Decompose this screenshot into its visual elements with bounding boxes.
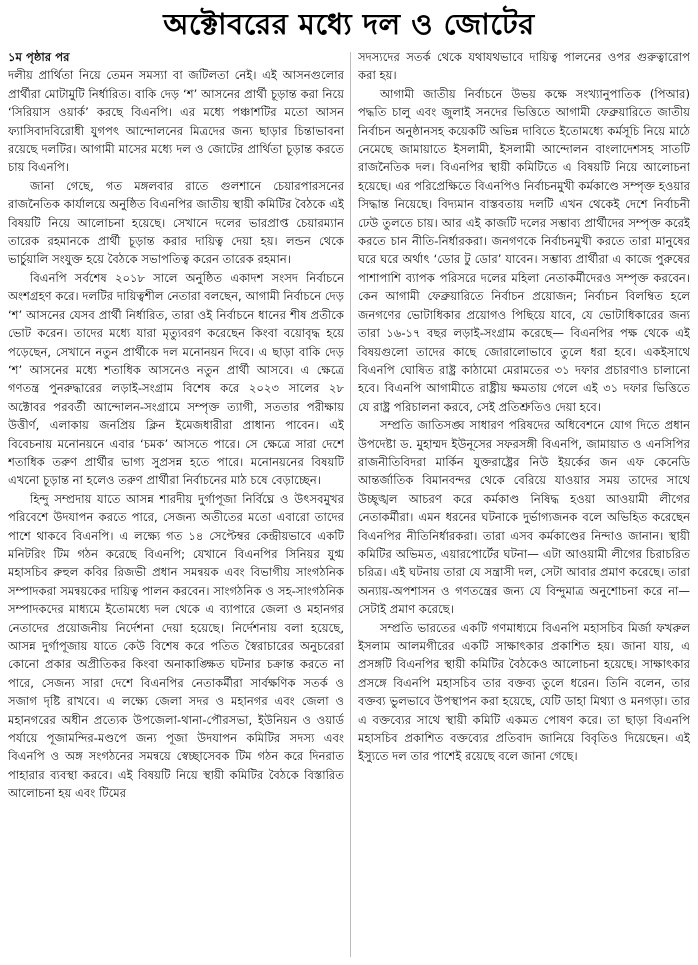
paragraph: সদস্যদের সতর্ক থেকে যথাযথভাবে দায়িত্ব পালনের ওপর গুরুত্বারোপ করা হয়। xyxy=(358,50,690,83)
left-column xyxy=(8,48,344,960)
paragraph: আগামী জাতীয় নির্বাচনে উভয় কক্ষে সংখ্যানুপাতিক (পিআর) পদ্ধতি চালু এবং জুলাই সনদের ভিত্তিতে আগামী ফেব্রুয়ারিতে জাতীয় নির্বাচন অনুষ্ঠানসহ কয়েকটি অভিন্ন দাবিতে ইতোমধ্যে কর্মসূচি নিয়ে মাঠে নেমেছে জামায়াতে ইসলামী, ইসলামী আন্দোলন বাংলাদেশসহ সাতটি রাজনৈতিক দল। বিএনপির স্থায়ী কমিটিতে এ বিষয়টি নিয়ে আলোচনা হয়েছে। এর পরিপ্রেক্ষিতে বিএনপিও নির্বাচনমুখী কর্মকাণ্ডে সম্পৃক্ত হওয়ার সিদ্ধান্ত নিয়েছে। বিদ্যমান বাস্তবতায় দলটি এখন থেকেই দেশে নির্বাচনী ঢেউ তুলতে চায়। আর এই কাজটি দলের সম্ভাব্য প্রার্থীদের সম্পৃক্ত করেই করতে চান নীতি-নির্ধারকরা। জনগণকে নির্বাচনমুখী করতে তারা মানুষের ঘরে ঘরে অর্থাৎ ‘ডোর টু ডোর’ যাবেন। সম্ভাব্য প্রার্থীরা এ কাজে পুরুষের পাশাপাশি ব্যাপক পরিসরে দলের মহিলা নেতাকর্মীদেরও সম্পৃক্ত করবেন। কেন আগামী ফেব্রুয়ারিতে নির্বাচন প্রয়োজন; নির্বাচন বিলম্বিত হলে জনগণের ভোটাধিকার প্রয়োগও পিছিয়ে যাবে, যে ভোটাধিকারের জন্য তারা ১৬-১৭ বছর লড়াই-সংগ্রাম করেছে— বিএনপির পক্ষ থেকে এই বিষয়গুলো তাদের কাছে জোরালোভাবে তুলে ধরা হবে। একইসাথে বিএনপি ঘোষিত রাষ্ট্র কাঠামো মেরামতের ৩১ দফার প্রচারণাও চালানো হবে। বিএনপি আগামীতে রাষ্ট্রীয় ক্ষমতায় গেলে এই ৩১ দফার ভিত্তিতে যে রাষ্ট্র পরিচালনা করবে, সেই প্রতিশ্রুতিও দেয়া হবে। xyxy=(358,86,690,414)
paragraph: বিএনপি সর্বশেষ ২০১৮ সালে অনুষ্ঠিত একাদশ সংসদ নির্বাচনে অংশগ্রহণ করে। দলটির দায়িত্বশীল নেতারা বলছেন, আগামী নির্বাচনে দেড় ‘শ’ আসনের যেসব প্রার্থী নির্ধারিত, তারা ওই নির্বাচনে ধানের শীষ প্রতীকে ভোট করেন। তাদের মধ্যে যারা মৃত্যুবরণ করেছেন কিংবা বয়োবৃদ্ধ হয়ে পড়েছেন, সেখানে নতুন প্রার্থীকে দল মনোনয়ন দিবে। এ ছাড়া বাকি দেড় ‘শ’ আসনের মধ্যে শতাধিক আসনেও নতুন প্রার্থী আসবে। এ ক্ষেত্রে গণতন্ত্র পুনরুদ্ধারের লড়াই-সংগ্রাম বিশেষ করে ২০২৩ সালের ২৮ অক্টোবর পরবর্তী আন্দোলন-সংগ্রামে সম্পৃক্ত ত্যাগী, সততার পরীক্ষায় উত্তীর্ণ, এলাকায় জনপ্রিয় ক্লিন ইমেজধারীরা প্রাধান্য পাবেন। এই বিবেচনায় মনোনয়নে এবার ‘চমক’ আসতে পারে। সে ক্ষেত্রে সারা দেশে শতাধিক তরুণ প্রার্থীর ভাগ্য সুপ্রসন্ন হতে পারে। মনোনয়নের বিষয়টি এখনো চূড়ান্ত না হলেও তরুণ প্রার্থীরা নির্বাচনের মাঠ চষে বেড়াচ্ছেন। xyxy=(8,270,344,488)
paragraph: সম্প্রতি জাতিসঙ্ঘ সাধারণ পরিষদের অধিবেশনে যোগ দিতে প্রধান উপদেষ্টা ড. মুহাম্মদ ইউনূসের সফরসঙ্গী বিএনপি, জামায়াত ও এনসিপির রাজনীতিবিদরা মার্কিন যুক্তরাষ্ট্রের নিউ ইয়র্কের জন এফ কেনেডি আন্তর্জাতিক বিমানবন্দর থেকে বেরিয়ে যাওয়ার সময় তাদের সাথে উচ্ছৃঙ্খল আচরণ করে কর্মকাণ্ড নিষিদ্ধ হওয়া আওয়ামী লীগের নেতাকর্মীরা। এমন ধরনের ঘটনাকে দুর্ভাগ্যজনক বলে অভিহিত করেছেন বিএনপির নীতিনির্ধারকরা। তারা এসব কর্মকাণ্ডের নিন্দাও জানান। স্থায়ী কমিটির অভিমত, এয়ারপোর্টের ঘটনা— এটা আওয়ামী লীগের চিরাচরিত চরিত্র। এই ঘটনায় তারা যে সন্ত্রাসী দল, সেটা আবার প্রমাণ করেছে। তারা অন্যায়-অপশাসন ও গণতন্ত্রের জন্য যে বিন্দুমাত্র অনুশোচনা করে না— সেটাই প্রমাণ করেছে। xyxy=(358,418,690,617)
paragraph: হিন্দু সম্প্রদায় যাতে আসন্ন শারদীয় দুর্গাপূজা নির্বিঘ্নে ও উৎসবমুখর পরিবেশে উদযাপন করতে পারে, সেজন্য অতীতের মতো এবারো তাদের পাশে থাকবে বিএনপি। এ লক্ষ্যে গত ১৪ সেপ্টেম্বর কেন্দ্রীয়ভাবে একটি মনিটরিং টিম গঠন করেছে বিএনপি; যেখানে বিএনপির সিনিয়র যুগ্ম মহাসচিব রুহুল কবির রিজভী প্রধান সমন্বয়ক এবং বিভাগীয় সাংগঠনিক সম্পাদকরা সমন্বয়কের দায়িত্ব পালন করবেন। সাংগঠনিক ও সহ-সাংগঠনিক সম্পাদকদের মাধ্যমে ইতোমধ্যে দল থেকে এ ব্যাপারে জেলা ও মহানগর নেতাদের প্রয়োজনীয় নির্দেশনা দেয়া হয়েছে। নির্দেশনায় বলা হয়েছে, আসন্ন দুর্গাপূজায় যাতে কেউ বিশেষ করে পতিত স্বৈরাচারের অনুচরেরা কোনো প্রকার অপ্রীতিকর কিংবা অনাকাঙ্ক্ষিত ঘটনার চক্রান্ত করতে না পারে, সেজন্য সারা দেশে বিএনপির নেতাকর্মীরা সার্বক্ষণিক সতর্ক ও সজাগ দৃষ্টি রাখবে। এ লক্ষ্যে জেলা সদর ও মহানগর এবং জেলা ও মহানগরের অধীন প্রত্যেক উপজেলা-থানা-পৌরসভা, ইউনিয়ন ও ওয়ার্ড পর্যায়ে পূজামন্দির-মণ্ডপে জন্য পূজা উদযাপন কমিটির সদস্য এবং বিএনপি ও অঙ্গ সংগঠনের সমন্বয়ে স্বেচ্ছাসেবক টিম গঠন করে দিনরাত পাহারার ব্যবস্থা করবে। এই বিষয়টি নিয়ে স্থায়ী কমিটির বৈঠকে বিস্তারিত আলোচনা হয় এবং টিমের xyxy=(8,491,344,801)
paragraph: জানা গেছে, গত মঙ্গলবার রাতে গুলশানে চেয়ারপারসনের রাজনৈতিক কার্যালয়ে অনুষ্ঠিত বিএনপির জাতীয় স্থায়ী কমিটির বৈঠকে এই বিষয়টি নিয়ে আলোচনা হয়েছে। সেখানে দলের ভারপ্রাপ্ত চেয়ারম্যান তারেক রহমানকে প্রার্থী চূড়ান্ত করার দায়িত্ব দেয়া হয়। লন্ডন থেকে ভার্চুয়ালি সংযুক্ত হয়ে বৈঠকে সভাপতিত্ব করেন তারেক রহমান। xyxy=(8,178,344,267)
right-column xyxy=(358,48,690,960)
continuation-label: ১ম পৃষ্ঠার পর xyxy=(8,50,70,64)
column-divider xyxy=(350,52,351,957)
headline: অক্টোবরের মধ্যে দল ও জোটের xyxy=(163,7,535,41)
paragraph: সম্প্রতি ভারতের একটি গণমাধ্যমে বিএনপি মহাসচিব মির্জা ফখরুল ইসলাম আলমগীরের একটি সাক্ষাৎকার প্রকাশিত হয়। জানা যায়, এ প্রসঙ্গটি বিএনপির স্থায়ী কমিটির বৈঠকেও আলোচনা হয়েছে। সাক্ষাৎকার প্রসঙ্গে বিএনপি মহাসচিব তার বক্তব্য তুলে ধরেন। তিনি বলেন, তার বক্তব্য ভুলভাবে উপস্থাপন করা হয়েছে, যেটি ডাহা মিথ্যা ও মনগড়া। তার এ বক্তব্যের সাথে স্থায়ী কমিটি একমত পোষণ করে। তা ছাড়া বিএনপি মহাসচিব প্রকাশিত বক্তব্যের প্রতিবাদ জানিয়ে বিবৃতিও দিয়েছেন। এই ইস্যুতে দল তার পাশেই রয়েছে বলে জানা গেছে। xyxy=(358,620,690,764)
paragraph: দলীয় প্রার্থিতা নিয়ে তেমন সমস্যা বা জটিলতা নেই। এই আসনগুলোর প্রার্থীরা মোটামুটি নির্ধারিত। বাকি দেড় ‘শ’ আসনের প্রার্থী চূড়ান্ত করা নিয়ে ‘সিরিয়াস ওয়ার্ক’ করছে বিএনপি। এর মধ্যে পঞ্চাশটির মতো আসন ফ্যাসিবাদবিরোধী যুগপৎ আন্দোলনের মিত্রদের জন্য ছাড়ার চিন্তাভাবনা রয়েছে দলটির। আগামী মাসের মধ্যে দল ও জোটের প্রার্থিতা চূড়ান্ত করতে চায় বিএনপি। xyxy=(8,68,344,175)
